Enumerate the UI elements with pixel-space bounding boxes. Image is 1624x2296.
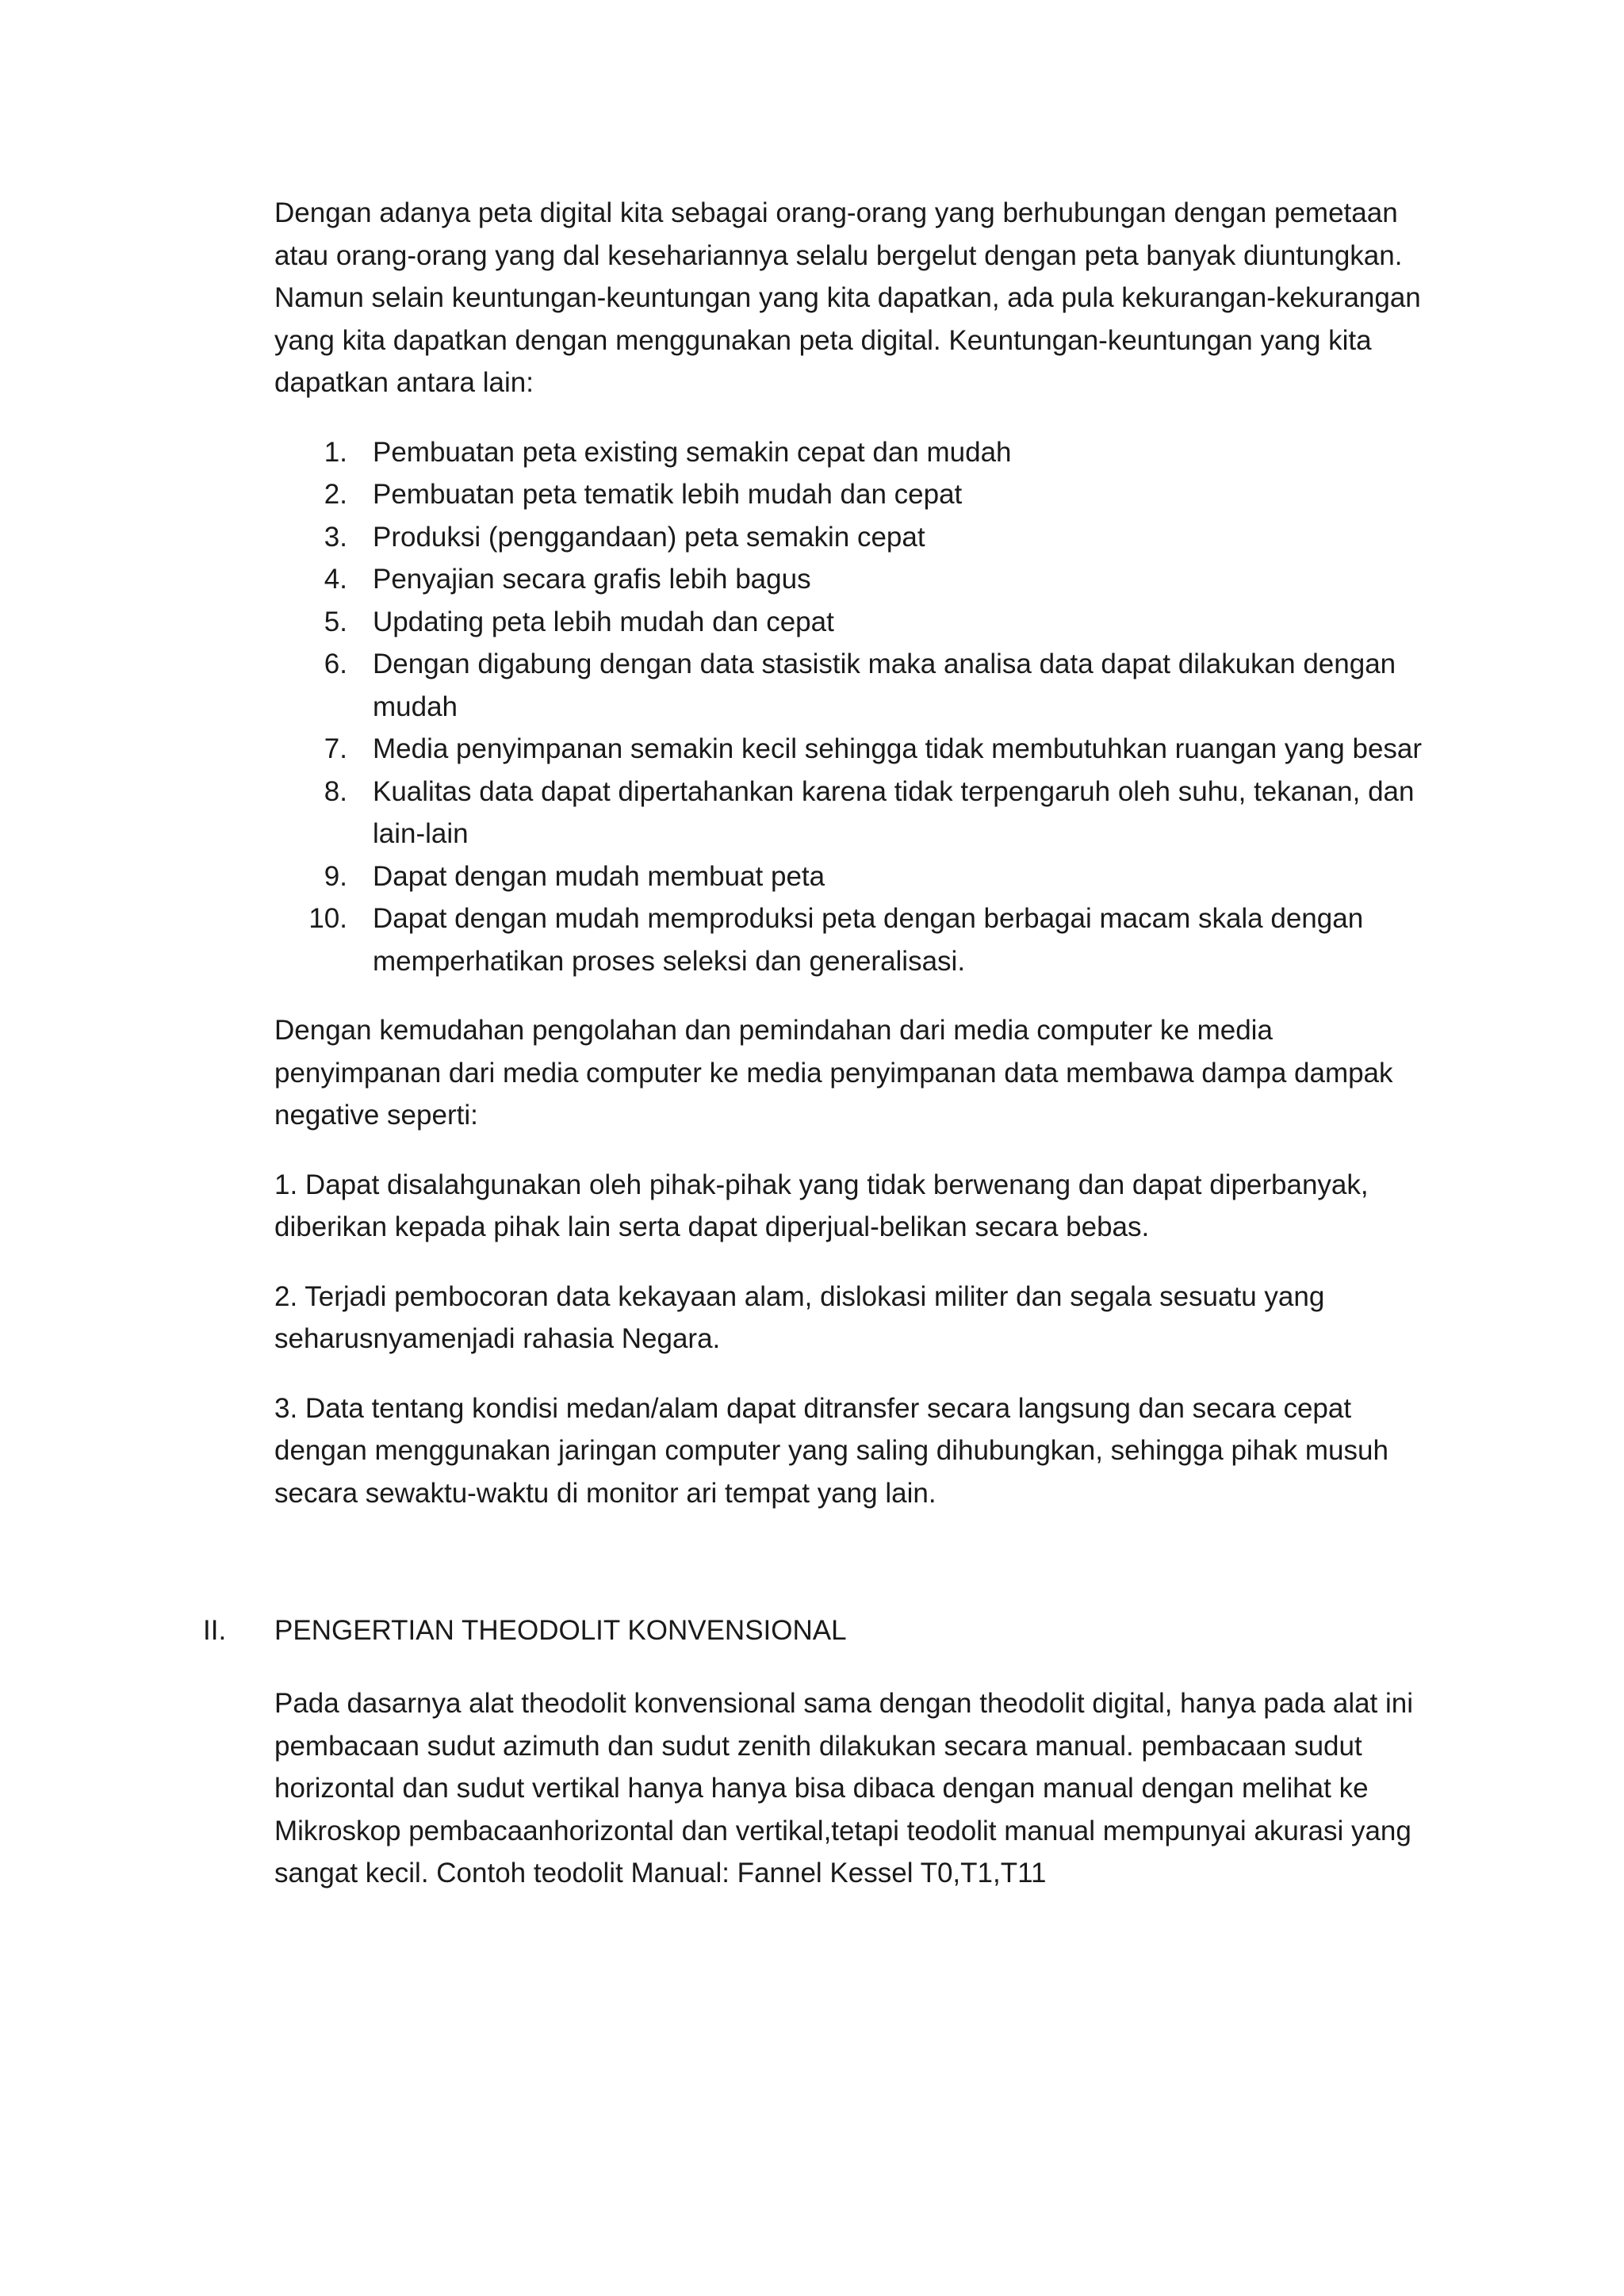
list-item: [274, 516, 1432, 559]
section-number: II.: [203, 1615, 227, 1646]
disadvantages-intro-paragraph: Dengan kemudahan pengolahan dan pemindahan dari media computer ke media penyimpanan dari media computer ke media penyimpanan data membawa dampa dampak negative seperti:: [274, 1015, 1393, 1131]
list-item: [274, 601, 1432, 644]
list-item-text: Media penyimpanan semakin kecil sehingga tidak membutuhkan ruangan yang besar: [373, 733, 1423, 764]
list-item: [274, 771, 1432, 855]
list-item: [274, 897, 1432, 982]
list-item-number: 10.: [308, 903, 347, 934]
list-item: [274, 431, 1432, 474]
section-body-paragraph: Pada dasarnya alat theodolit konvensional sama dengan theodolit digital, hanya pada alat ini pembacaan sudut azimuth dan sudut zenith dilakukan secara manual. pembacaan sudut horizontal dan sudut vertikal hanya hanya bisa dibaca dengan manual dengan melihat ke Mikroskop pembacaanhorizontal dan vertikal,tetapi teodolit manual mempunyai akurasi yang sangat kecil. Contoh teodolit Manual: Fannel Kessel T0,T1,T11: [274, 1688, 1414, 1888]
list-item-number: 7.: [324, 733, 347, 764]
list-item-number: 8.: [324, 775, 347, 807]
list-item-text: Pembuatan peta tematik lebih mudah dan cepat: [373, 479, 963, 510]
list-item: [274, 855, 1432, 898]
disadvantage-paragraph: 2. Terjadi pembocoran data kekayaan alam, dislokasi militer dan segala sesuatu yang seharusnyamenjadi rahasia Negara.: [274, 1280, 1325, 1354]
list-item-number: 9.: [324, 860, 347, 892]
list-item-text: Penyajian secara grafis lebih bagus: [373, 564, 811, 595]
list-item: [274, 558, 1432, 601]
list-item-number: 2.: [324, 479, 347, 510]
list-item-number: 1.: [324, 436, 347, 468]
disadvantage-paragraph: 3. Data tentang kondisi medan/alam dapat ditransfer secara langsung dan secara cepat dengan menggunakan jaringan computer yang saling dihubungkan, sehingga pihak musuh secara sewaktu-waktu di monitor ari tempat yang lain.: [274, 1392, 1388, 1509]
advantages-list: [274, 431, 1432, 983]
list-item-text: Produksi (penggandaan) peta semakin cepat: [373, 521, 925, 553]
list-item: [274, 643, 1432, 728]
list-item-number: 6.: [324, 649, 347, 679]
list-item-text: Updating peta lebih mudah dan cepat: [373, 606, 834, 637]
list-item-text: Kualitas data dapat dipertahankan karena tidak terpengaruh oleh suhu, tekanan, dan lain-lain: [373, 775, 1415, 849]
section-title: PENGERTIAN THEODOLIT KONVENSIONAL: [274, 1615, 847, 1646]
list-item: [274, 728, 1432, 771]
main-content: [274, 192, 1432, 1541]
intro-paragraph: Dengan adanya peta digital kita sebagai orang-orang yang berhubungan dengan pemetaan atau orang-orang yang dal kesehariannya selalu bergelut dengan peta banyak diuntungkan. Namun selain keuntungan-keuntungan yang kita dapatkan, ada pula kekurangan-kekurangan yang kita dapatkan dengan menggunakan peta digital. Keuntungan-keuntungan yang kita dapatkan antara lain:: [274, 197, 1421, 398]
list-item-number: 4.: [324, 564, 347, 595]
list-item-number: 3.: [324, 521, 347, 553]
list-item-text: Dapat dengan mudah membuat peta: [373, 860, 825, 892]
list-item-number: 5.: [324, 606, 347, 637]
list-item-text: Dengan digabung dengan data stasistik maka analisa data dapat dilakukan dengan mudah: [373, 649, 1396, 722]
disadvantage-paragraph: 1. Dapat disalahgunakan oleh pihak-pihak yang tidak berwenang dan dapat diperbanyak, diberikan kepada pihak lain serta dapat diperjual-belikan secara bebas.: [274, 1169, 1369, 1242]
list-item-text: Dapat dengan mudah memproduksi peta dengan berbagai macam skala dengan memperhatikan proses seleksi dan generalisasi.: [373, 903, 1364, 977]
list-item-text: Pembuatan peta existing semakin cepat dan mudah: [373, 436, 1012, 468]
list-item: [274, 473, 1432, 516]
